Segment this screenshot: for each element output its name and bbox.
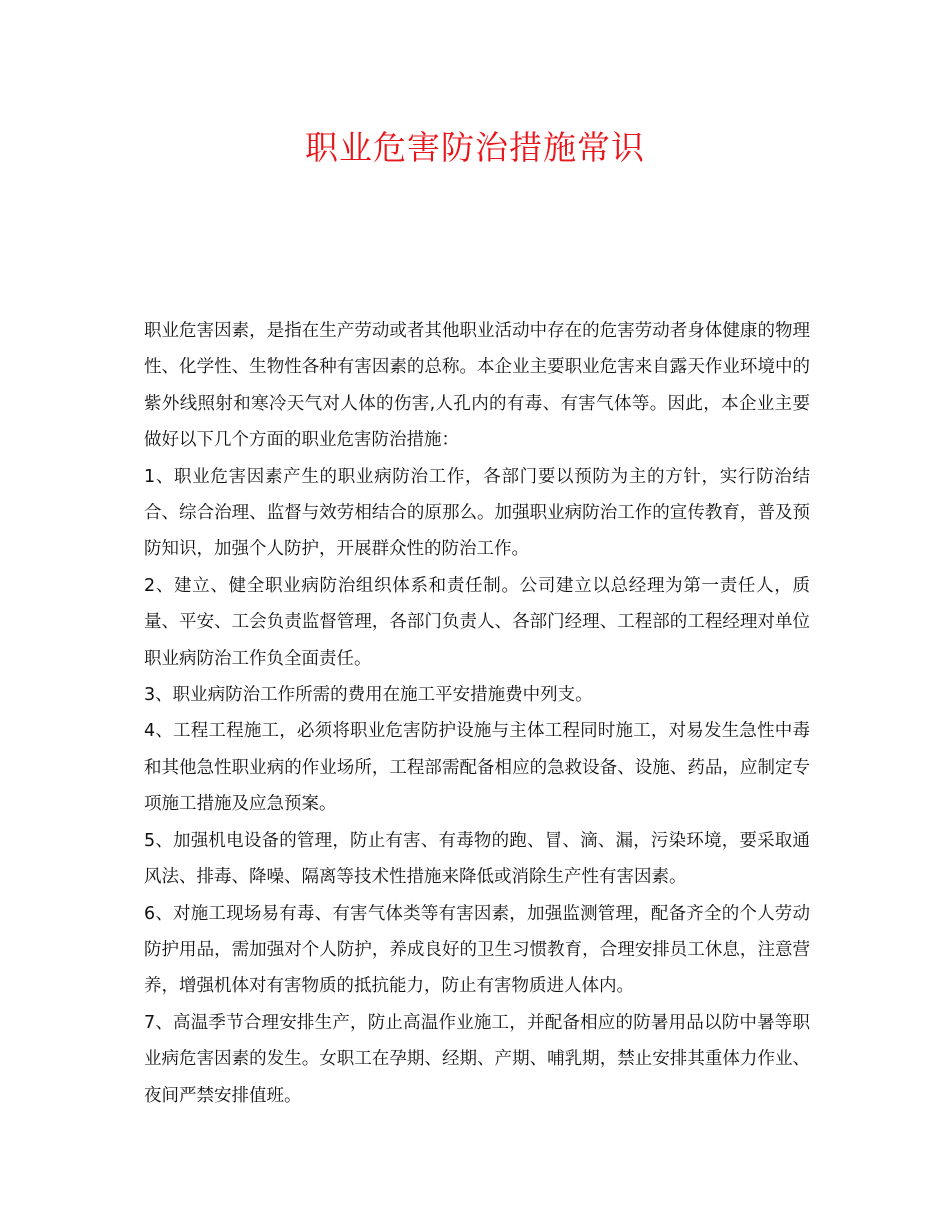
measure-item-3: 3、职业病防治工作所需的费用在施工平安措施费中列支。 (144, 685, 593, 706)
measure-item-1: 1、职业危害因素产生的职业病防治工作，各部门要以预防为主的方针，实行防治结合、综合治理、监督与效劳相结合的原那么。加强职业病防治工作的宣传教育，普及预防知识，加强个人防护，开展群众性的防治工作。 (144, 466, 810, 560)
document-body (144, 313, 810, 1114)
document-title: 职业危害防治措施常识 (305, 128, 645, 167)
measure-item-6: 6、对施工现场易有毒、有害气体类等有害因素，加强监测管理，配备齐全的个人劳动防护用品，需加强对个人防护，养成良好的卫生习惯教育，合理安排员工休息，注意营养，增强机体对有害物质的抵抗能力，防止有害物质进人体内。 (144, 903, 810, 997)
measure-item-5: 5、加强机电设备的管理，防止有害、有毒物的跑、冒、滴、漏，污染环境，要采取通风法、排毒、降噪、隔离等技术性措施来降低或消除生产性有害因素。 (144, 830, 810, 888)
intro-paragraph: 职业危害因素，是指在生产劳动或者其他职业活动中存在的危害劳动者身体健康的物理性、化学性、生物性各种有害因素的总称。本企业主要职业危害来自露天作业环境中的紫外线照射和寒冷天气对人体的伤害,人孔内的有毒、有害气体等。因此，本企业主要做好以下几个方面的职业危害防治措施： (144, 321, 810, 451)
measure-item-4: 4、工程工程施工，必须将职业危害防护设施与主体工程同时施工，对易发生急性中毒和其他急性职业病的作业场所，工程部需配备相应的急救设备、设施、药品，应制定专项施工措施及应急预案。 (144, 721, 810, 815)
measure-item-7: 7、高温季节合理安排生产，防止高温作业施工，并配备相应的防暑用品以防中暑等职业病危害因素的发生。女职工在孕期、经期、产期、哺乳期，禁止安排其重体力作业、夜间严禁安排值班。 (144, 1012, 810, 1106)
measure-item-2: 2、建立、健全职业病防治组织体系和责任制。公司建立以总经理为第一责任人，质量、平安、工会负责监督管理，各部门负责人、各部门经理、工程部的工程经理对单位职业病防治工作负全面责任。 (144, 575, 810, 669)
